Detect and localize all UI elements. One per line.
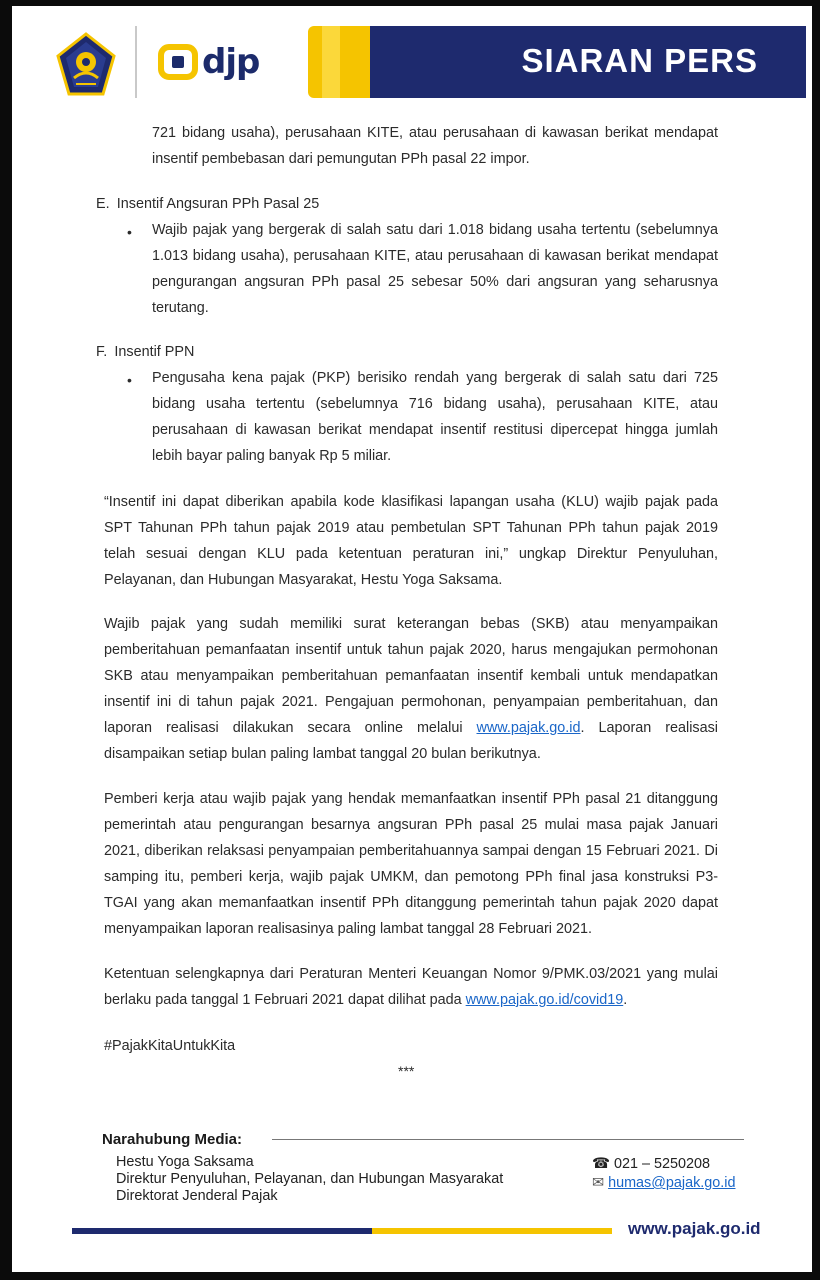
kemenkeu-emblem-icon xyxy=(56,32,116,96)
ketentuan-text-before: Ketentuan selengkapnya dari Peraturan Menteri Keuangan Nomor 9/PMK.03/2021 yang mulai berlaku pada tanggal 1 Februari 2021 dapat dilihat pada xyxy=(104,966,718,1008)
footer-navy-bar xyxy=(72,1228,372,1234)
phone-icon: ☎ xyxy=(592,1156,610,1172)
contact-title: Direktur Penyuluhan, Pelayanan, dan Hubungan Masyarakat xyxy=(116,1171,504,1187)
banner-title: SIARAN PERS xyxy=(521,42,758,79)
covid19-link[interactable]: www.pajak.go.id/covid19 xyxy=(465,992,624,1008)
email-link[interactable]: humas@pajak.go.id xyxy=(608,1175,736,1191)
skb-text-before: Wajib pajak yang sudah memiliki surat keterangan bebas (SKB) atau menyampaikan pemberitahuan pemanfaatan insentif untuk tahun pajak 2020, harus mengajukan permohonan SKB atau menyampaikan pemberitahuan pemanfaatan insentif kembali untuk mendapatkan insentif ini di tahun pajak 2021. Pengajuan permohonan, penyampaian pemberitahuan, dan laporan realisasi dilakukan secara online melalui xyxy=(104,616,718,736)
pemberi-kerja-paragraph: Pemberi kerja atau wajib pajak yang hendak memanfaatkan insentif PPh pasal 21 ditanggung pemerintah atau pengurangan besarnya angsuran PPh pasal 25 mulai masa pajak Januari 2021, diberikan relaksasi penyampaian pemberitahuannya sampai dengan 15 Februari 2021. Di samping itu, pemberi kerja, wajib pajak UMKM, dan pemotong PPh final jasa konstruksi P3-TGAI yang akan memanfaatkan insentif PPh ditanggung pemerintah tahun pajak 2020 dapat menyampaikan laporan realisasinya paling lambat tanggal 28 Februari 2021. xyxy=(104,791,718,937)
skb-paragraph xyxy=(104,611,718,767)
section-e-heading: E. Insentif Angsuran PPh Pasal 25 xyxy=(96,196,320,212)
quote-paragraph: “Insentif ini dapat diberikan apabila kode klasifikasi lapangan usaha (KLU) wajib pajak pada SPT Tahunan PPh tahun pajak 2019 atau pembetulan SPT Tahunan PPh tahun pajak 2019 telah sesuai dengan KLU pada ketentuan peraturan ini,” ungkap Direktur Penyuluhan, Pelayanan, dan Hubungan Masyarakat, Hestu Yoga Saksama. xyxy=(104,494,718,588)
envelope-icon: ✉ xyxy=(592,1175,605,1191)
banner-yellow-block xyxy=(308,26,378,98)
separator: *** xyxy=(398,1063,415,1079)
banner-yellow-stripe xyxy=(322,26,340,98)
djp-logo-text: djp xyxy=(202,42,260,82)
contact-email xyxy=(592,1175,735,1191)
footer-yellow-bar xyxy=(372,1228,612,1234)
press-release-page xyxy=(12,6,812,1272)
ketentuan-text-after: . xyxy=(623,992,628,1008)
phone-number: 021 – 5250208 xyxy=(613,1156,710,1172)
section-e-bullet-text: Wajib pajak yang bergerak di salah satu dari 1.018 bidang usaha tertentu (sebelumnya 1.013 bidang usaha), perusahaan KITE, atau perusahaan di kawasan berikat mendapat pengurangan angsuran PPh pasal 25 sebesar 50% dari angsuran yang seharusnya terutang. xyxy=(152,222,718,316)
contact-divider xyxy=(272,1139,744,1140)
section-f-heading: F. Insentif PPN xyxy=(96,344,195,360)
hashtag: #PajakKitaUntukKita xyxy=(104,1038,236,1054)
djp-mark-icon xyxy=(158,44,198,80)
skb-text-after: . Laporan realisasi disampaikan setiap bulan paling lambat tanggal 20 bulan berikutnya. xyxy=(104,720,718,762)
contact-phone xyxy=(592,1156,710,1172)
contact-org: Direktorat Jenderal Pajak xyxy=(116,1188,278,1204)
contact-name: Hestu Yoga Saksama xyxy=(116,1154,254,1170)
press-release-banner xyxy=(308,26,806,98)
ketentuan-paragraph xyxy=(104,961,718,1013)
footer-url[interactable]: www.pajak.go.id xyxy=(628,1219,761,1238)
djp-logo xyxy=(158,42,259,82)
intro-continuation: 721 bidang usaha), perusahaan KITE, atau perusahaan di kawasan berikat mendapat insentif pembebasan dari pemungutan PPh pasal 22 impor. xyxy=(152,125,718,167)
bullet-icon: • xyxy=(127,372,132,388)
contact-label: Narahubung Media: xyxy=(102,1131,243,1148)
bullet-icon: • xyxy=(127,224,132,240)
section-f-bullet-text: Pengusaha kena pajak (PKP) berisiko rendah yang bergerak di salah satu dari 725 bidang usaha tertentu (sebelumnya 716 bidang usaha), perusahaan KITE, atau perusahaan di kawasan berikat mendapat insentif restitusi dipercepat hingga jumlah lebih bayar paling banyak Rp 5 miliar. xyxy=(152,370,718,464)
header-divider xyxy=(135,26,137,98)
pajak-link[interactable]: www.pajak.go.id xyxy=(476,720,581,736)
